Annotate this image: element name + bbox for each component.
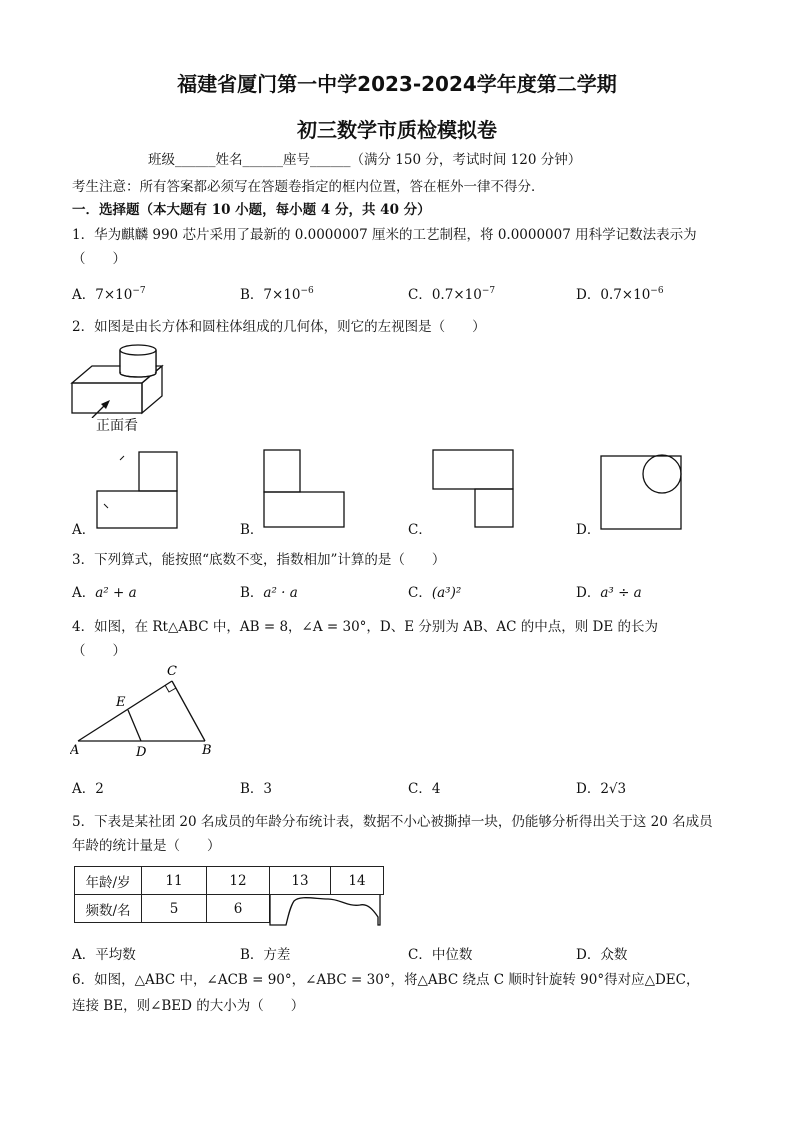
q4-point-e: E [116,695,126,710]
q3-option-b: B．a² · a [240,585,298,601]
q4-point-d: D [136,745,147,760]
q4-option-b: B．3 [240,781,273,797]
table-cell: 14 [331,867,384,895]
q2-view-caption: 正面看 [96,418,138,434]
table-cell: 13 [270,867,331,895]
q5-text-line1: 5．下表是某社团 20 名成员的年龄分布统计表，数据不小心被撕掉一块，仍能够分析得出关于这 20 名成员 [72,814,713,830]
q5-option-d: D．众数 [576,947,628,963]
q1-option-a: A．$7\times 10^{-7}$ [72,286,146,303]
table-cell: 11 [142,867,207,895]
q4-option-a: A．2 [72,781,104,797]
q4-point-b: B [202,743,212,758]
table-cell: 12 [207,867,270,895]
q5-option-c: C．中位数 [408,947,473,963]
table-cell: 年龄/岁 [75,867,142,895]
q6-text-line1: 6．如图，△ABC 中，∠ACB = 90°，∠ABC = 30°，将△ABC 绕点 C 顺时针旋转 90°得对应△DEC， [72,972,700,988]
q3-option-a: A．a² + a [72,585,137,601]
q2-option-a-figure [94,450,184,530]
q1-option-c: C．$0.7\times 10^{-7}$ [408,286,496,303]
q4-text: 4．如图，在 Rt△ABC 中，AB = 8，∠A = 30°，D、E 分别为 AB、AC 的中点，则 DE 的长为 [72,619,658,635]
exam-notice: 考生注意：所有答案都必须写在答题卷指定的框内位置，答在框外一律不得分． [72,179,545,195]
q5-option-a: A．平均数 [72,947,136,963]
q4-point-c: C [167,664,177,679]
q1-option-b: B．$7\times 10^{-6}$ [240,286,314,303]
page-subtitle: 初三数学市质检模拟卷 [297,118,497,142]
q2-option-c-label: C． [408,522,432,538]
q4-triangle-figure [70,660,220,760]
q1-text: 1．华为麒麟 990 芯片采用了最新的 0.0000007 厘米的工艺制程，将 0.0000007 用科学记数法表示为 [72,227,697,243]
q5-torn-edge [268,893,386,929]
q2-solid-figure [70,338,170,418]
q1-blank: （ ） [72,251,126,267]
table-cell: 6 [207,895,270,923]
q4-blank: （ ） [72,643,126,659]
table-cell: 频数/名 [75,895,142,923]
q3-option-d: D．a³ ÷ a [576,585,642,601]
q2-option-a-label: A． [72,522,96,538]
table-row [75,867,384,895]
page-title: 福建省厦门第一中学2023-2024学年度第二学期 [177,72,617,96]
student-info-line: 班级______姓名______座号______（满分 150 分，考试时间 120 分钟） [148,152,582,168]
q4-option-c: C．4 [408,781,441,797]
q4-option-d: D．2√3 [576,781,627,797]
q6-text-line2: 连接 BE，则∠BED 的大小为（ ） [72,998,305,1014]
q2-option-d-figure [599,452,685,532]
q3-option-c: C．(a³)² [408,585,462,601]
q1-option-d: D．$0.7\times 10^{-6}$ [576,286,664,303]
q5-text-line2: 年龄的统计量是（ ） [72,838,221,854]
section-heading: 一．选择题（本大题有 10 小题，每小题 4 分，共 40 分） [72,202,431,218]
q2-text: 2．如图是由长方体和圆柱体组成的几何体，则它的左视图是（ ） [72,319,486,335]
q2-option-c-figure [431,448,517,530]
q5-option-b: B．方差 [240,947,291,963]
q2-option-b-figure [262,448,352,530]
q2-option-b-label: B． [240,522,264,538]
q4-point-a: A [70,743,80,758]
q3-text: 3．下列算式，能按照“底数不变，指数相加”计算的是（ ） [72,552,446,568]
q2-option-d-label: D． [576,522,601,538]
table-cell: 5 [142,895,207,923]
